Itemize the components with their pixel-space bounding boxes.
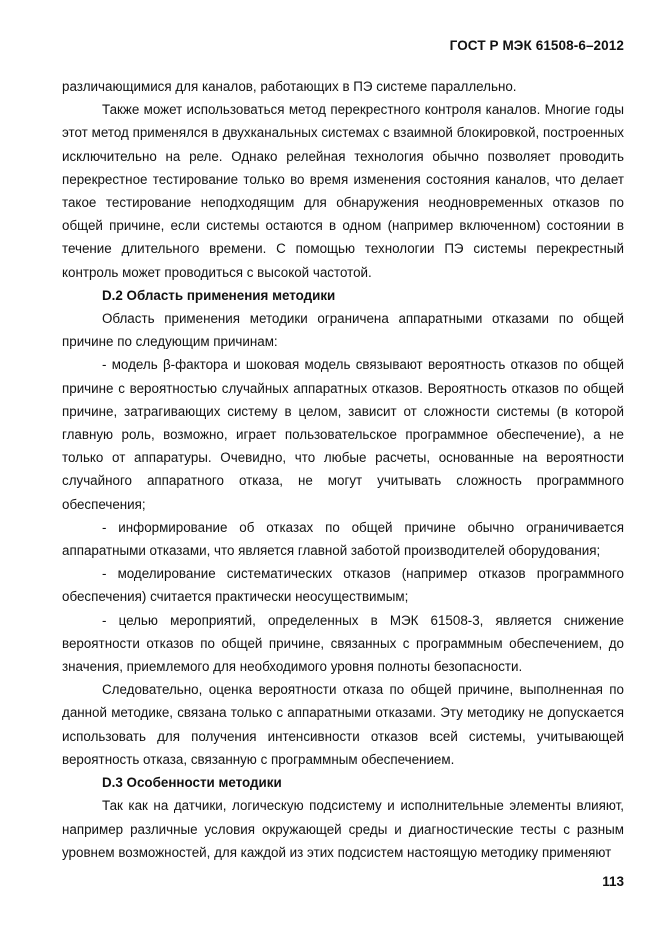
document-header: ГОСТ Р МЭК 61508-6–2012 — [449, 38, 624, 53]
list-item-iec-61508-3: - целью мероприятий, определенных в МЭК 61508-3, является снижение вероятности отказов по общей причине, связанных с программным обеспечением, до значения, приемлемого для необходимого уровня полноты безопасности. — [62, 612, 624, 675]
section-heading-d3: D.3 Особенности методики — [102, 775, 282, 791]
list-item-informing: - информирование об отказах по общей причине обычно ограничивается аппаратными отказами, что является главной заботой производителей оборудования; — [62, 519, 624, 559]
paragraph-scope: Область применения методики ограничена аппаратными отказами по общей причине по следующим причинам: — [62, 311, 624, 350]
paragraph-cross-check: Также может использоваться метод перекрестного контроля каналов. Многие годы этот метод применялся в двухканальных системах с взаимной блокировкой, построенных исключительно на реле. Однако релейная технология обычно позволяет проводить перекрестное тестирование только во время изменения состояния каналов, что делает такое тестирование неподходящим для обнаружения неодновременных отказов по общей причине, если системы остаются в одном (например включенном) состоянии в течение длительного времени. С помощью технологии ПЭ системы перекрестный контроль может проводиться с высокой частотой. — [62, 102, 624, 280]
list-item-beta-model: - модель β-фактора и шоковая модель связывают вероятность отказов по общей причине с вероятностью случайных аппаратных отказов. Вероятность отказов по общей причине, затрагивающих систему в целом, зависит от сложности системы (в которой главную роль, возможно, играет пользовательское программное обеспечение), а не только от аппаратуры. Очевидно, что любые расчеты, основанные на вероятности случайного аппаратного отказа, не могут учитывать сложность программного обеспечения; — [62, 357, 624, 512]
paragraph-features: Так как на датчики, логическую подсистему и исполнительные элементы влияют, например различные условия окружающей среды и диагностические тесты с разным уровнем возможностей, для каждой из этих подсистем настоящую методику применяют — [62, 798, 624, 860]
list-item-modelling: - моделирование систематических отказов (например отказов программного обеспечения) считается практически неосуществимым; — [62, 566, 624, 605]
paragraph-continuation: различающимися для каналов, работающих в ПЭ системе параллельно. — [62, 79, 517, 94]
page-body — [62, 75, 624, 864]
section-heading-d2: D.2 Область применения методики — [102, 287, 336, 303]
paragraph-conclusion: Следовательно, оценка вероятности отказа по общей причине, выполненная по данной методике, связана только с аппаратными отказами. Эту методику не допускается использовать для получения интенсивности отказов всей системы, учитывающей вероятность отказа, связанную с программным обеспечением. — [62, 682, 624, 767]
page-number: 113 — [602, 874, 624, 889]
